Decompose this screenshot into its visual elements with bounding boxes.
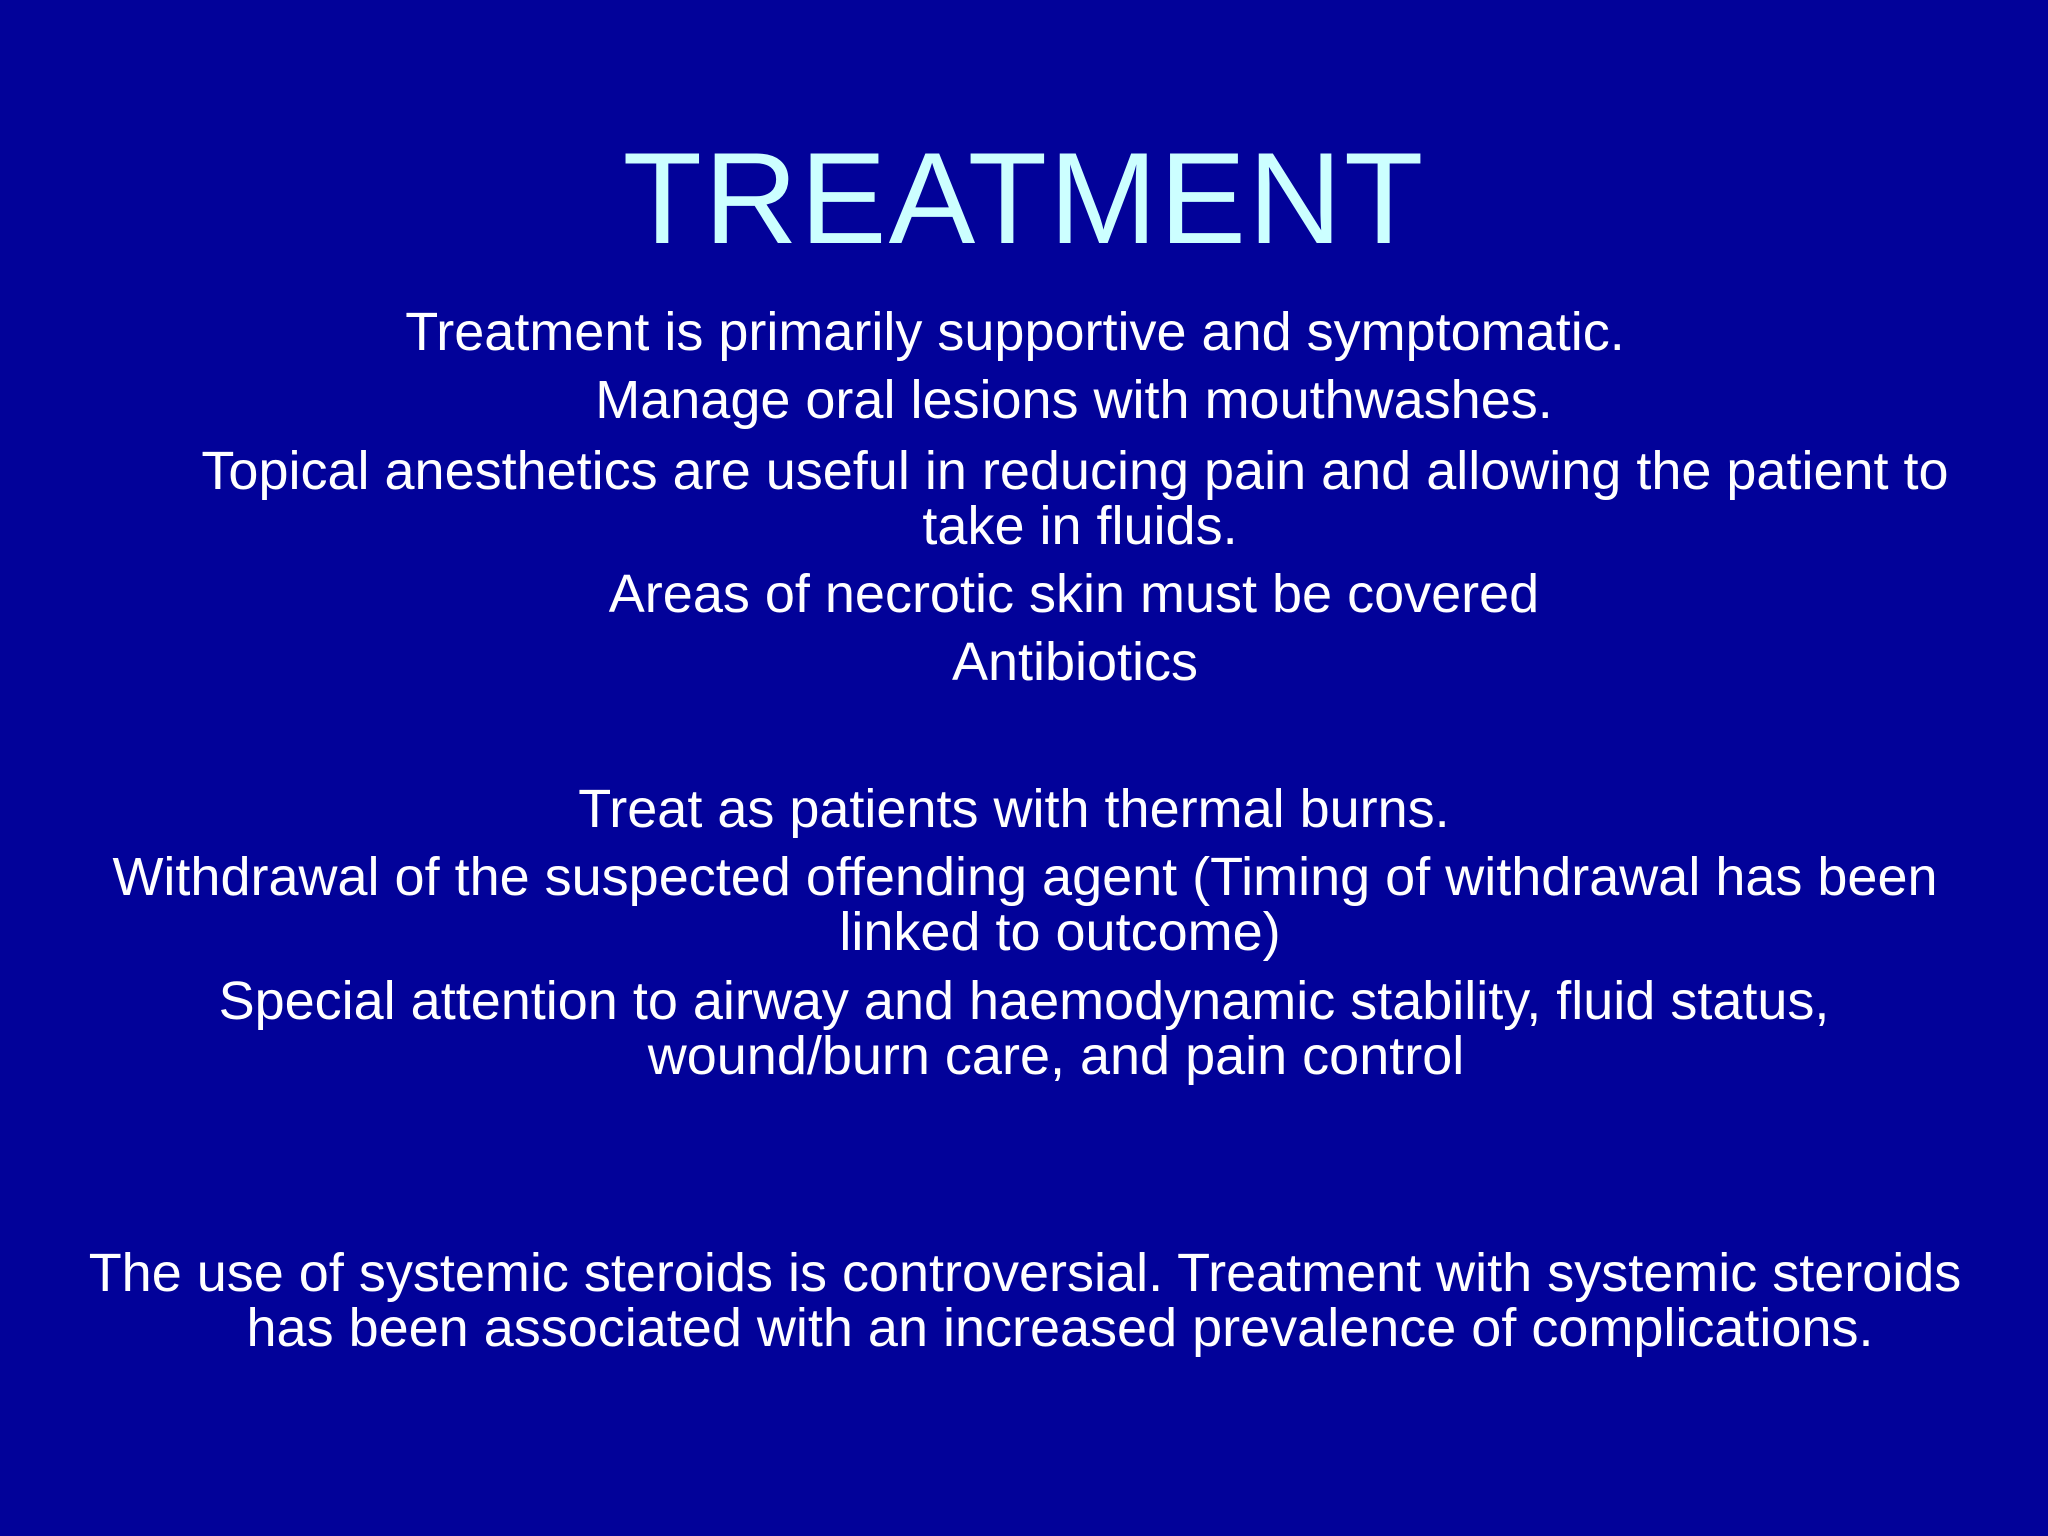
- body-line-7: Withdrawal of the suspected offending agent (Timing of withdrawal has been: [112, 847, 1938, 907]
- body-line-8-cont: wound/burn care, and pain control: [647, 1026, 1465, 1086]
- body-line-6: Treat as patients with thermal burns.: [578, 779, 1450, 839]
- body-line-3-cont: take in fluids.: [922, 496, 1238, 556]
- body-line-2: Manage oral lesions with mouthwashes.: [595, 370, 1553, 430]
- body-line-9-cont: has been associated with an increased prevalence of complications.: [246, 1298, 1874, 1358]
- slide-title: TREATMENT: [622, 125, 1426, 271]
- body-line-5: Antibiotics: [951, 632, 1199, 692]
- body-line-3: Topical anesthetics are useful in reducing pain and allowing the patient to: [201, 441, 1949, 501]
- body-line-7-cont: linked to outcome): [839, 902, 1281, 962]
- body-line-4: Areas of necrotic skin must be covered: [608, 564, 1540, 624]
- body-line-9: The use of systemic steroids is controversial. Treatment with systemic steroids: [88, 1243, 1962, 1303]
- body-line-1: Treatment is primarily supportive and symptomatic.: [405, 302, 1625, 362]
- body-line-8: Special attention to airway and haemodynamic stability, fluid status,: [218, 971, 1830, 1031]
